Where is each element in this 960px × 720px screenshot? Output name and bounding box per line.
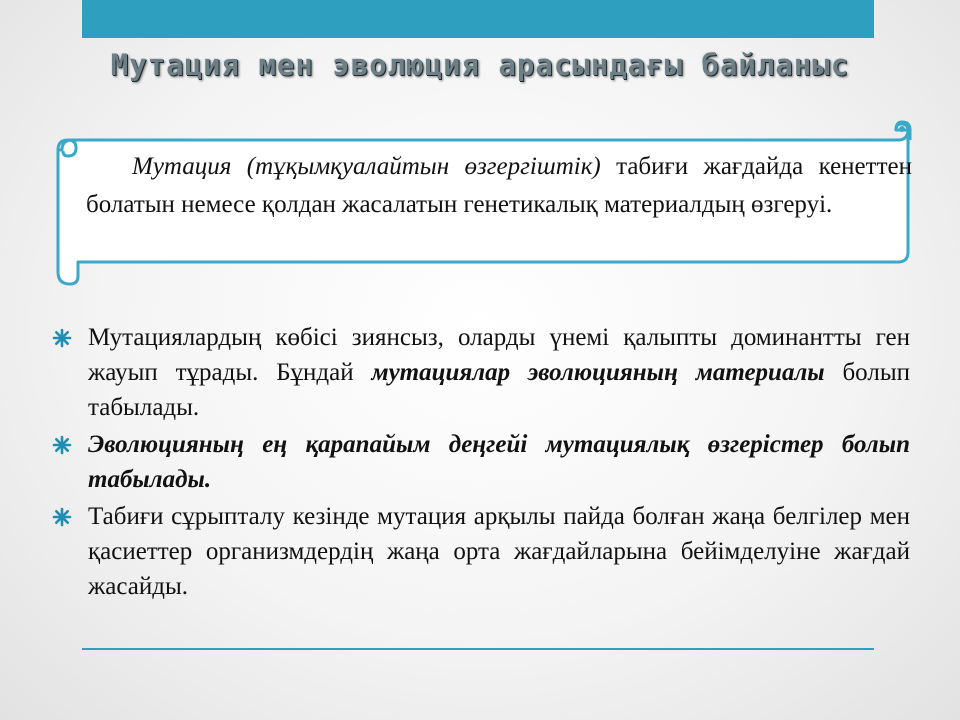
bullet-item (50, 320, 910, 425)
bullet-emphasis: мутациялар эволюцияның материалы (371, 359, 825, 386)
bottom-divider (82, 648, 874, 650)
bullet-text: болып табылады. (88, 359, 910, 421)
asterisk-bullet-icon (52, 507, 72, 527)
asterisk-bullet-icon (52, 435, 72, 455)
bullet-text: Мутациялардың көбісі зиянсыз, оларды үнемі қалыпты доминантты ген жауып тұрады. Бұндай (88, 324, 910, 386)
definition-term: Мутация (тұқымқуалайтын өзгергіштік) (132, 153, 601, 180)
asterisk-bullet-icon (52, 328, 72, 348)
bullet-list (50, 320, 910, 606)
bullet-item (50, 427, 910, 497)
definition-text: табиғи жағдайда кенеттен болатын немесе қолдан жасалатын генетикалық материалдың өзгеруі. (86, 153, 912, 218)
bullet-text: Табиғи сұрыпталу кезінде мутация арқылы пайда болған жаңа белгілер мен қасиеттер организмдердің жаңа орта жағдайларына бейімделуіне жағдай жасайды. (88, 503, 910, 600)
bullet-emphasis: Эволюцияның ең қарапайым деңгейі мутациялық өзгерістер болып табылады. (88, 431, 910, 493)
bullet-item (50, 499, 910, 604)
definition-paragraph (86, 148, 912, 224)
slide-title: Мутация мен эволюция арасындағы байланыс (110, 48, 850, 82)
